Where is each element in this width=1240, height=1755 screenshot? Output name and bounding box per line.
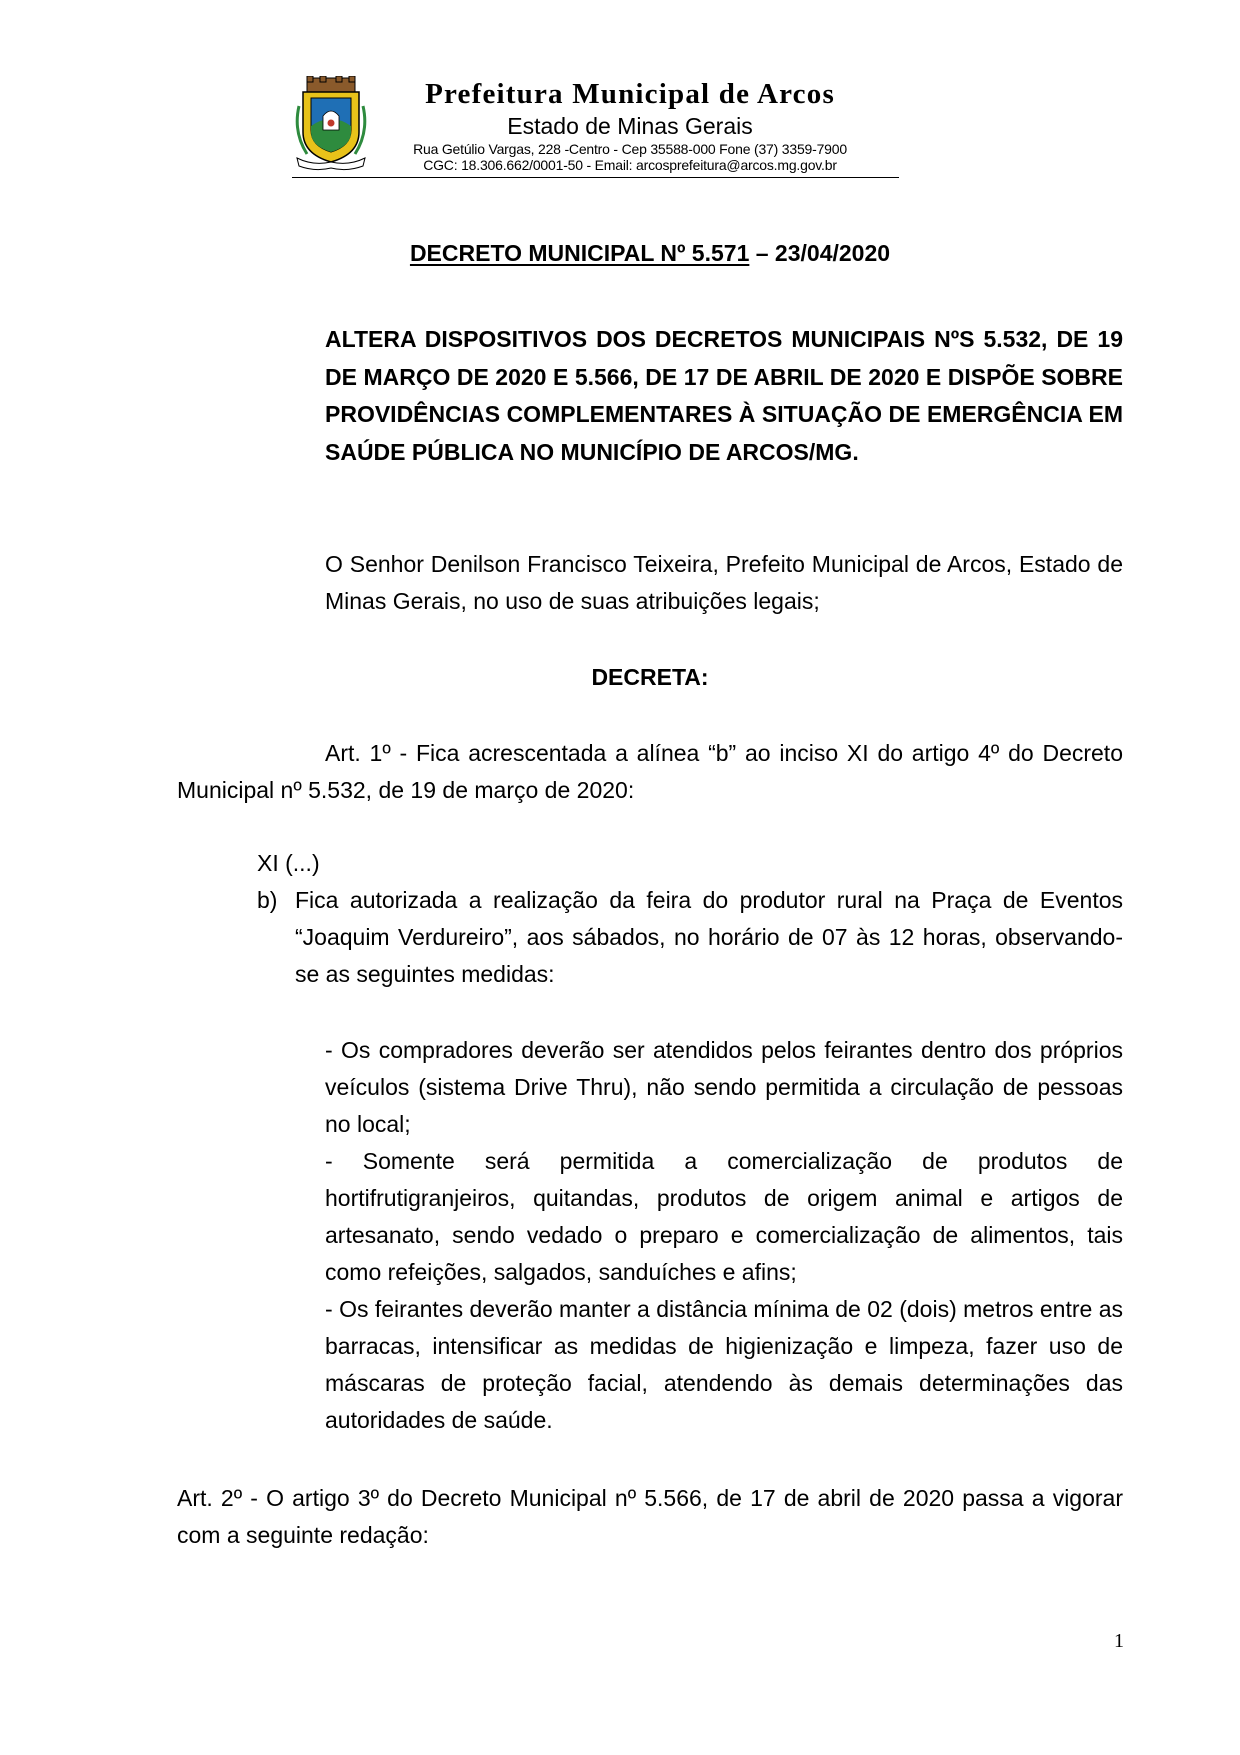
municipality-title: Prefeitura Municipal de Arcos bbox=[425, 78, 835, 110]
decree-number: DECRETO MUNICIPAL Nº 5.571 bbox=[409, 240, 750, 266]
decree-date: – 23/04/2020 bbox=[749, 240, 891, 266]
alinea-b-text: Fica autorizada a realização da feira do produtor rural na Praça de Eventos “Joaquim Verdureiro”, aos sábados, no horário de 07 às 12 horas, observando-se as seguintes medidas: bbox=[295, 887, 1123, 987]
decree-ementa: ALTERA DISPOSITIVOS DOS DECRETOS MUNICIPAIS NºS 5.532, DE 19 DE MARÇO DE 2020 E 5.566, DE 17 DE ABRIL DE 2020 E DISPÕE SOBRE PROVIDÊNCIAS COMPLEMENTARES À SITUAÇÃO DE EMERGÊNCIA EM SAÚDE PÚBLICA NO MUNICÍPIO DE ARCOS/MG. bbox=[325, 326, 1123, 465]
address-line: Rua Getúlio Vargas, 228 -Centro - Cep 35588-000 Fone (37) 3359-7900 bbox=[413, 141, 847, 157]
measure-item: - Somente será permitida a comercialização de produtos de hortifrutigranjeiros, quitandas, produtos de origem animal e artigos de artesanato, sendo vedado o preparo e comercialização de alimentos, tais como refeições, salgados, sanduíches e afins; bbox=[325, 1148, 1123, 1285]
alinea-b-marker: b) bbox=[257, 887, 278, 913]
contact-line: CGC: 18.306.662/0001-50 - Email: arcosprefeitura@arcos.mg.gov.br bbox=[423, 157, 837, 173]
decree-title bbox=[0, 238, 1240, 268]
measures-list bbox=[325, 1032, 1123, 1439]
state-name: Estado de Minas Gerais bbox=[507, 113, 753, 139]
measure-item: - Os compradores deverão ser atendidos pelos feirantes dentro dos próprios veículos (sistema Drive Thru), não sendo permitida a circulação de pessoas no local; bbox=[325, 1037, 1123, 1137]
header-divider bbox=[292, 177, 899, 178]
decree-preamble: O Senhor Denilson Francisco Teixeira, Prefeito Municipal de Arcos, Estado de Minas Gerais, no uso de suas atribuições legais; bbox=[325, 551, 1123, 614]
page-number: 1 bbox=[1114, 1630, 1124, 1652]
measure-item: - Os feirantes deverão manter a distância mínima de 02 (dois) metros entre as barracas, intensificar as medidas de higienização e limpeza, fazer uso de máscaras de proteção facial, atendendo às demais determinações das autoridades de saúde. bbox=[325, 1296, 1123, 1433]
decreta-heading: DECRETA: bbox=[591, 664, 709, 690]
inciso-xi: XI (...) bbox=[257, 850, 320, 876]
article-2: Art. 2º - O artigo 3º do Decreto Municipal nº 5.566, de 17 de abril de 2020 passa a vigorar com a seguinte redação: bbox=[177, 1485, 1123, 1548]
coat-of-arms-icon bbox=[293, 76, 369, 172]
article-1: Art. 1º - Fica acrescentada a alínea “b” ao inciso XI do artigo 4º do Decreto Municipal nº 5.532, de 19 de março de 2020: bbox=[177, 740, 1123, 803]
